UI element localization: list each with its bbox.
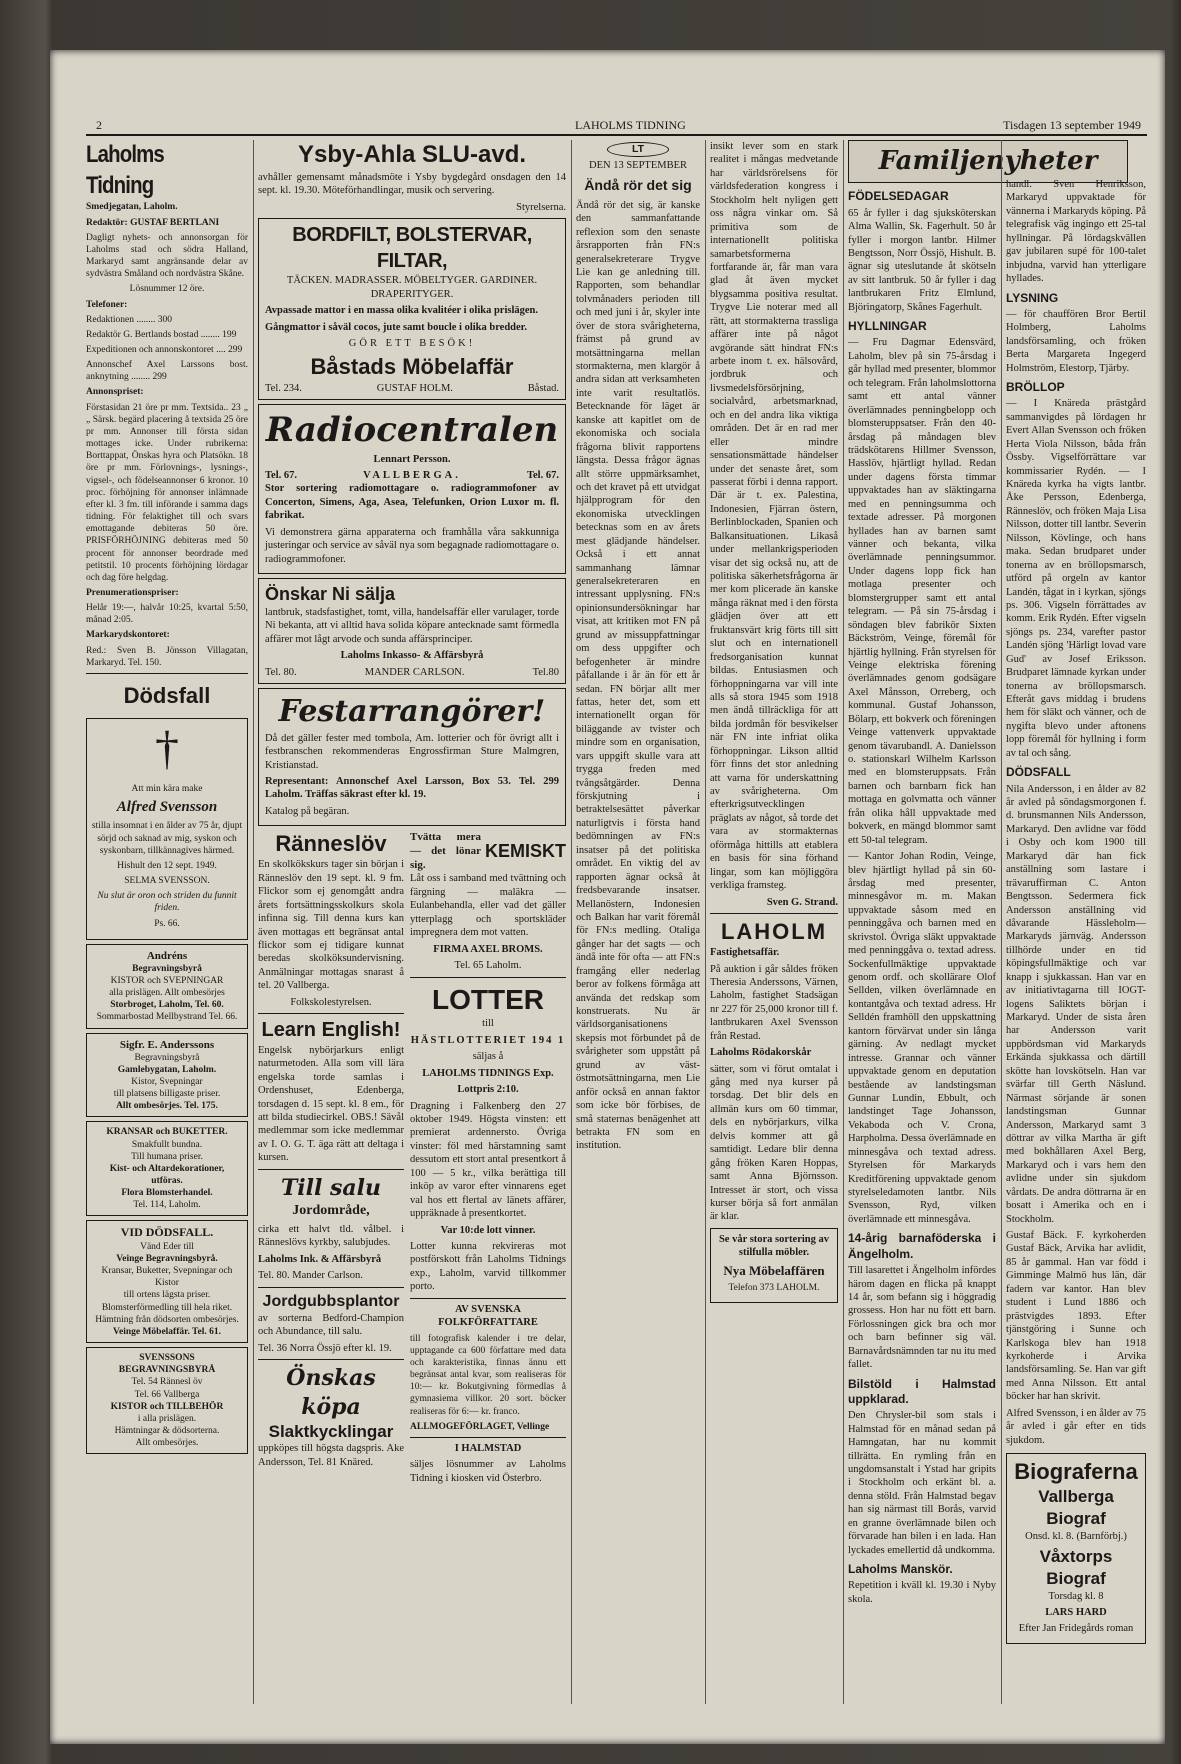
page-header — [50, 118, 1165, 134]
family-text: handl. Sven Henriksson, Markaryd uppvaktade för vännerna i Markaryds köping. På telegrafisk väg ingingo ett 25-tal hyllningar. På lördagskvällen gav jubilaren supé för 100-talet inbjudna, varvid han ytterligare hyllades. — [1006, 179, 1146, 285]
column-rule — [1001, 140, 1002, 1704]
learn-title: Learn English! — [261, 1019, 401, 1042]
bordfilt-name: Båstads Möbelaffär — [310, 354, 514, 380]
ad-line: KRANSAR och BUKETTER. — [106, 1127, 228, 1138]
ysby-sign: Styrelserna. — [516, 201, 566, 213]
obituary-name: Alfred Svensson — [116, 799, 218, 816]
editorial-text: Ändå rör det sig, är kanske den sammanfattande reflexion som den senaste årsrapporten från FN:s generalsekreterare Trygve Lie kan ge anledning till. Rapporten, som behandlar tolvmånaders perioden till och med juni i år, skyler inte över de stora svårigheterna, främst på grund av motsättningarna mellan stormakterna, men klargör å andra sidan att verksamheten inte varit resultatlös. Betecknande för läget är kanske att kapitlet om de ekonomiska och sociala frågorna blivit rapportens längsta. Dessa frågor ägnas allt större uppmärksamhet, och det kravet på ett utvidgat hjälpprogram för den ekonomiska utvecklingen betecknas som en av årets mest glädjande händelser. Också i ett annat sammanhang lämnar generalsekreteraren en intressant upplysning. FN:s opinionsundersökningar har visat, att kritiken mot FN på grund av missuppfattningar om dess uppgifter och befogenheter är mindre påfallande i år än för ett år sedan. FN börjar allt mer fattas, heter det, som ett internationellt organ för biläggande av tvister och mindre som en organisation, vars uppgift skulle vara att trygga freden med tvångsåtgärder. Denna förskjutning i betraktelsesättet påverkar naturligtvis i första hand bedömningen av FN:s insatser på det politiska området. En viktig del av rapporten ägnar också åt fredsbevarande insatser. Mellanöstern, Indonesien och Balkan har varit föremål för FN:s medling. Otaliga gånger har det sagts — och ändå inte för ofta — att FN:s framgång eller nederlag beror av folkens förmåga att använda det redskap som konstruerats. Nu är världsorganisationens skepsis mot förbundet på de svårigheter som uppstått på grund av väst-östmotsättningarna, men Lie anför också en annan faktor som icke bör förbises, de små staternas benägenhet att betrakta FN som en institution. — [576, 199, 700, 1152]
column-rule — [571, 140, 572, 1704]
editorial-continued: insikt lever som en stark realitet i mångas medvetande har världsrörelsens för världsfederation kongress i Stockholm helt nyligen gett oss några vinkar om. Så primitiva som de internationellt politiska samarbetsformerna fortfarande är, får man vara glad åt även mycket blygsamma positiva resultat. Trygve Lie noterar med all rätt, att stormakterna trassliga affärer inte på något avgörande sätt hindrat FN:s arbete inom t. ex. hälsovård, jordbruk och livsmedelsförsörjning, socialvård, arbetsmarknad, och en del andra lika viktiga områden. Det är en rad mer eller mindre sensationsmättade händelser under det senaste året, som passerat förbi i denna rapport. Där är t. ex. Palestina, Indonesien, Fjärran östern, Berlinblockaden, Spanien och Balkansituationen. Likaså under mellankrigsperioden visar det sig också nu, att de politiska säkerhetsfrågorna är mer kom plicerade än kanske många räknat med i den första glädjen över att ett fruktansvärt krig förts till sitt slut och en internationell fredsorganisation kunnat bildas. Entusiasmen och förhoppningarna var vill inte alls så stora 1945 som 1918 men ändå tillräckliga för att bilda jordmån för besvikelser när FN inte infriat olika förhoppningar. Likson alltid förr finns det stor anledning att varna för underskattning av svårigheterna. Om efterkrigsutvecklingen präglats av något, så torde det vara av stormakternas oförmåga hittills att etablera en basis för sina förhand lingar, som kan möjliggöra verkliga framsteg. — [710, 141, 838, 892]
lower-ads-left — [258, 830, 404, 1488]
sell-ad — [258, 578, 566, 684]
phone-line: Annonschef Axel Larssons bost. anknytning ........ 299 — [86, 360, 248, 383]
kemiskt-title: KEMISKT — [485, 840, 566, 861]
ad-line: Allt ombesörjes. — [135, 1438, 199, 1449]
ad-line: Kistor, Svepningar — [131, 1076, 203, 1087]
column-rule — [843, 140, 844, 1704]
cinema-film: LARS HARD — [1045, 1607, 1107, 1619]
ads-title: Annonspriset: — [86, 387, 144, 398]
car-theft-title: Bilstöld i Halmstad uppklarad. — [848, 1376, 996, 1406]
masthead-address: Smedjegatan, Laholm. — [86, 202, 178, 213]
divider — [86, 673, 248, 674]
sell-manager: MANDER CARLSON. — [364, 666, 465, 678]
banns-title: LYSNING — [1006, 290, 1059, 305]
ad-line: Begravningsbyrå — [134, 1052, 200, 1063]
ad-line: Storbroget, Laholm, Tel. 60. — [110, 1000, 224, 1011]
bordfilt-text-2: Gångmattor i såväl cocos, jute samt boucle i olika bredder. — [265, 321, 528, 333]
flower-ad-flora — [86, 1121, 248, 1216]
tillsalu-name: Laholms Ink. & Affärsbyrå — [258, 1253, 382, 1265]
editorial-logo: LT — [607, 142, 669, 157]
mobel-ad-text: Se vår stora sortering av stilfulla möbler. — [718, 1233, 830, 1259]
childbirth-title: 14-årig barnaföderska i Ängelholm. — [848, 1231, 996, 1261]
column-rule — [253, 140, 254, 1704]
radio-text-2: Vi demonstrera gärna apparaterna och framhålla våra sakkunniga justeringar och service av såväl nya som begagnade radiomottagare o. radiogrammofoner. — [265, 526, 559, 565]
birthdays-title: FÖDELSEDAGAR — [848, 189, 949, 204]
laholm-title: LAHOLM — [720, 918, 828, 944]
bordfilt-items: TÄCKEN. MADRASSER. MÖBELTYGER. GARDINER. DRAPERITYGER. — [286, 275, 538, 300]
tillsalu-footer: Tel. 80. Mander Carlson. — [258, 1270, 363, 1282]
header-rule — [86, 134, 1147, 136]
tvatta-header — [410, 830, 566, 872]
sell-text: lantbruk, stadsfastighet, tomt, villa, handelsaffär eller varulager, torde Ni bekanta, att vi alltid hava solida köpare antecknade samt förmedla affärer mot lågt arvode och sunda affärsprinciper. — [265, 607, 559, 645]
funeral-ad-andersson — [86, 1033, 248, 1118]
divider — [710, 913, 838, 914]
cinema-film-sub: Efter Jan Fridegårds roman — [1018, 1623, 1134, 1635]
funeral-ad-andren — [86, 944, 248, 1029]
ad-line: Veinge Möbelaffär. Tel. 61. — [112, 1326, 222, 1337]
masthead-price: Lösnummer 12 öre. — [129, 284, 205, 295]
jord-tel: Tel. 36 Norra Össjö efter kl. 19. — [258, 1342, 392, 1354]
lotter-where: LAHOLMS TIDNINGS Exp. — [422, 1067, 554, 1079]
ad-line: Kransar, Buketter, Svepningar och Kistor — [101, 1266, 233, 1289]
tributes-text-2: — Kantor Johan Rodin, Veinge, blev hjärtligt hyllad på sin 60-årsdag med presenter, minnesgåvor m. m. Makan uppvaktade såsom med en penninggåva och barnen med en skrivstol. Övriga släkt uppvaktade med penninggåva o. textad adress. Sockenfullmäktige uppvaktade genom ordf. och skollärare Olof Sellden, vilken överlämnade en kontantgåva och textad adress. Hr Selldén framhöll den uppskattning kantorn förvärvat under sin långa gärning. Av nedlagt mycket intresse. Grannar och vänner uppvaktade genom en deputation bestående av landstingsman Gunnar Lundin, Ebbult, och landstinget Tage Johansson, Vekaboda och V. Crona, Harpholma. Dessa överlämnade en minnesgåva och textad adress. Styrelsen för Markaryds Kreditförening uppvaktade genom styrelseledamoten lantbr. Nils Svensson, Ryd, vilken överlämnade ett minnesgåva. — [848, 851, 996, 1225]
lotter-ad: Lotter kunna rekvireras mot postförskott från Laholms Tidnings exp., Laholm, varvid tillkommer porto. — [410, 1240, 566, 1293]
halmstad-text: säljes lösnummer av Laholms Tidning i kiosken vid Österbro. — [410, 1459, 566, 1484]
lotter-price: Lottpris 2:10. — [457, 1084, 519, 1096]
family-news-banner: Familjenyheter — [848, 140, 1128, 183]
radio-town: VALLBERGA. — [363, 469, 461, 481]
ad-line: Smakfullt bundna. — [131, 1139, 203, 1150]
tvatta-title: Tvätta mera — det lönar sig. — [410, 831, 481, 872]
ad-line: Flora Blomsterhandel. — [121, 1188, 213, 1199]
obituary-box — [86, 718, 248, 940]
tributes-text: — Fru Dagmar Edensvärd, Laholm, blev på sin 75-årsdag i går hyllad med presenter, blommor och telegram. Från laholmslottorna samt ett antal vänner överlämnades penningbelopp och blomsteruppsatser. Från den 40-årsdag på måndagen blev trädskötarens Hillmer Svensson, Hasslöv, hjärtligt hyllad. Redan under dagens första timmar uppvaktades han av släktingarna med en penningsumma och textade adresser. På morgonen hyllades han av barnen samt vänner och bekanta, vilka överlämnade penningsummor. Under dagens lopp fick han motlaga presenter och blomstergrupper samt ett antal telegram. — På sin 75-årsdag i söndagen blev fabrikör Sixten Bäckström, Veinge, föremål för hjärtlig hyllning. Från styrelsen för Veinge elektriska förening överlämnades genom godsägare Axel Månsson, Orreberg, och kommunal. Gustaf Johansson, Bölarp, ett bokverk och föreningen Veinge vattenverk uppvaktade genom tävarubandl. A. Danielsson o. stationskarl Wilhelm Karlsson med en blomsteruppsats. Från barnen och barnbarn fick han mottaga en golvmatta och vänner från olika håll uppvaktade med bokverk, en mängd blommor samt ett 50-tal telegram. — [848, 337, 996, 846]
ad-line: Kist- och Altardekorationer, utföras. — [109, 1163, 225, 1186]
lotter-till: till — [482, 1018, 494, 1030]
ad-line: i alla prislägen. — [137, 1413, 197, 1424]
divider — [410, 1298, 566, 1299]
obituary-text: stilla insomnat i en ålder av 75 år, djupt sörjd och saknad av mig, syskon och syskonbarn, tillkännagives härmed. — [91, 821, 243, 856]
cross-icon: † — [155, 722, 179, 776]
column-family-news-2 — [1006, 178, 1146, 1718]
ranneslov-sign: Folkskolestyrelsen. — [290, 996, 372, 1008]
ad-line: Tel. 114, Laholm. — [133, 1200, 201, 1211]
bordfilt-visit: GÖR ETT BESÖK! — [348, 337, 476, 349]
bordfilt-town: Båstad. — [527, 382, 559, 394]
ad-line: Tel. 66 Vallberga — [134, 1389, 200, 1400]
banns-text: — för chauffören Bror Bertil Holmberg, Laholms landsförsamling, och fröken Berta Margareta Ingegerd Holmström, Elestorp, Tjärby. — [1006, 308, 1146, 374]
column-ads — [258, 140, 566, 1680]
wedding-text: — I Knäreda prästgård sammanvigdes på lördagen hr Evert Allan Svensson och fröken Herta Viola Nilsson, båda från Össby. Vigselförrättare var kommissarier Rydén. — I Knäreda kyrka ha vigts lantbr. Åke Persson, Edenberga, Ränneslöv, och fröken Maja Lisa Nilsson, dotter till lantbr. Severin Nilsson, Kövlinge, och hans maka. Sedan brudparet under tonerna av en bröllopsmarsch, utförd på orgeln av kantor Landén, tågat in i kyrkan, sjöngs ps. 306. Vigseln förrättades av komm. Erik Rydén. Efter vigseln sjöngs ps. 234, varefter pastor Landén sjöng 'Härligt lovad vare Gud' av Josef Eriksson. Brudparet lämnade kyrkan under tonerna av bröllopsmarsch. Efteråt gavs middag i brudens hem för släkt och vänner, och de nygifta blevo under aftonens lopp föremål för hyllning i form av tal och sång. — [1006, 398, 1146, 759]
ad-line: SVENSSONS BEGRAVNINGSBYRÅ — [118, 1353, 216, 1376]
obituary-lead: Att min kära make — [131, 784, 203, 795]
cinema-vallberga: Vallberga Biograf — [1038, 1487, 1114, 1528]
obituary-widow: SELMA SVENSSON. — [124, 876, 210, 887]
fest-title: Festarrangörer! — [278, 694, 546, 730]
halmstad-title: I HALMSTAD — [454, 1442, 522, 1454]
jord-title: Jordgubbsplantor — [262, 1292, 400, 1310]
ranneslov-text: En skolkökskurs tager sin början i Ränneslöv den 19 sept. kl. 9 fm. Flickor som ej genomgått andra årets fortsättningsskolkurs skola infinna sig. Till denna kurs kan även mottagas ett begränsat antal flickor som ej tidigare kunnat beredas skolköksundervisning. Anmälningar mottagas snarast å tel. 20 Vallberga. — [258, 859, 404, 992]
car-theft-text: Den Chrysler-bil som stals i Halmstad för en månad sedan på Hamngatan, har nu kommit tillrätta. En rymling från en ungdomsanstalt i Ystad har gripits i Stockholm och erkänt bl. a. denna stöld. Från Halmstad begav han sig närmast till Borås, varvid en granne överlämnade bilen och förvarade han bilen i en lada. Han lyckades emellertid då undkomma. — [848, 1410, 996, 1556]
radio-phone-row — [265, 469, 559, 482]
column-masthead — [86, 140, 248, 1680]
sell-footer — [265, 666, 559, 679]
ad-line: till platsens billigaste priser. — [113, 1089, 221, 1100]
ad-line: VID DÖDSFALL. — [120, 1225, 214, 1240]
deaths-text-3: Alfred Svensson, i en ålder av 75 år avled i går efter en tids sjukdom. — [1006, 1407, 1146, 1446]
mobel-footer: Telefon 373 LAHOLM. — [728, 1283, 820, 1294]
markaryd-text: Red.: Sven B. Jönsson Villagatan, Markaryd. Tel. 150. — [86, 645, 248, 668]
bordfilt-ad — [258, 218, 566, 400]
deaths-title: DÖDSFALL — [1006, 765, 1071, 780]
tvatta-name: FIRMA AXEL BROMS. — [433, 943, 543, 955]
laholm-sub: Fastighetsaffär. — [710, 947, 780, 959]
ysby-text: avhåller gemensamt månadsmöte i Ysby bygdegård onsdagen den 14 sept. kl. 19.30. Möteförhandlingar, musik och servering. — [258, 171, 566, 197]
ad-line: Hämtning från dödsorten ombesörjes. — [95, 1314, 239, 1325]
wedding-title: BRÖLLOP — [1006, 380, 1065, 395]
ysby-title: Ysby-Ahla SLU-avd. — [297, 141, 527, 168]
cinema-title: Biograferna — [1014, 1459, 1138, 1485]
markaryd-title: Markarydskontoret: — [86, 630, 170, 641]
ad-line: KISTOR och SVEPNINGAR — [110, 975, 224, 986]
lotter-sign: Var 10:de lott vinner. — [440, 1224, 536, 1236]
cinema-vaxtorp-sub: Torsdag kl. 8 — [1048, 1590, 1104, 1602]
lower-ads-right — [410, 830, 566, 1488]
tributes-title: HYLLNINGAR — [848, 319, 927, 334]
learn-text: Engelsk nybörjarkurs enligt naturmetoden. Alla som vill lära engelska torde samlas i Ordenshuset, Edenberga, torsdagen d. 15 sept. kl. 8 em., för att bilda studiecirkel. OBS.! Sävål medlemmar som icke medlemmar av I. O. G. T. äga rätt att deltaga i kursen. — [258, 1044, 404, 1164]
editorial-date: DEN 13 SEPTEMBER — [588, 160, 687, 172]
deaths-text-2: Gustaf Bäck. F. kyrkoherden Gustaf Bäck, Arvika har avlidit, 85 år gammal. Han var född i Gimminge Malmö hus län, där fadern var kantor. Han blev student i Lund 1886 och prästvigdes 1893. Efter tjänstgöring i Sunne och Karlskoga blev han 1918 kyrkoherde i Arvika landsförsamling. Se. Han var gift med Anna Nilsson. Ett antal böcker har han skrivit. — [1006, 1230, 1146, 1403]
masthead-publication: Dagligt nyhets- och annonsorgan för Laholms stad och södra Halland, Markaryd samt angränsande delar av sydvästra Småland och nordvästra Skåne. — [86, 232, 248, 280]
lotter-name: HÄSTLOTTERIET 194 1 — [410, 1034, 566, 1046]
mobel-ad — [710, 1228, 838, 1303]
bordfilt-title: BORDFILT, BOLSTERVAR, FILTAR, — [292, 224, 532, 272]
ad-line: Till humana priser. — [131, 1151, 203, 1162]
deaths-text: Nila Andersson, i en ålder av 82 år avled på söndagsmorgonen f. d. brunsmannen Nils Andersson, Markaryd. Den avlidne var född i Osby och kom 1900 till Markaryd där han fick anställning som lastare i trävaruffirman C. Anton Bengtsson. Sedermera fick Andersson anställning vid dåvarande Hässleholm—Markaryds järnväg. Andersson tillhörde under en tid köpingsfullmäktige och var knapp i sjukkassan. Han var en av initiativtagarna till IOGT-logens Saliktets början i Markaryd. Under de sista åren har Andersson varit uppbördsman vid Markaryds Erkända sjukkassa och därtill skötte han lovskötseln. Han var svärfar till Gerth Näslund. Närmast sörjande är sonen landstingsman Gunnar Andersson, Markaryd samt 3 döttrar av vilka Martha är gift med bokhållaren Axel Berg, Markaryd och i vars hem den avlidne under sin sjukdom vårdats. De andra döttrarna är en bosatt i Amerika och en i Stockholm. — [1006, 783, 1146, 1225]
birthdays-text: 65 år fyller i dag sjuksköterskan Alma Wallin, Sk. Fagerhult. 50 år fyller i morgon lantbr. Hilmer Bengtsson, Norr Össjö, Hishult. B. ägnar sig uteslutande åt skötseln av sitt lantbruk. 50 år fyller i dag lantbrukaren Fritz Elmlund, Björingatorp, Skånes Fagerhult. — [848, 207, 996, 313]
column-rule — [705, 140, 706, 1704]
column-news — [710, 140, 838, 1680]
sell-tel: Tel.80 — [532, 666, 559, 678]
bordfilt-text: Avpassade mattor i en massa olika kvalitéer i olika prislägen. — [265, 305, 539, 317]
tillsalu-title: Till salu — [280, 1174, 382, 1201]
bordfilt-footer — [265, 382, 559, 395]
phone-line: Redaktionen ........ 300 — [86, 314, 173, 325]
slakt-text: uppköpes till högsta dagspris. Ake Andersson, Tel. 81 Knäred. — [258, 1443, 404, 1468]
laholm-text: På auktion i går såldes fröken Theresia Anderssons, Värnen, Laholm, fastighet Stadsägan nr 227 för 25,000 kronor till f. lantbrukaren Axel Svensson från Restad. — [710, 963, 838, 1042]
phones-title: Telefoner: — [86, 299, 128, 310]
editorial-signature: Sven G. Strand. — [766, 896, 838, 908]
tvatta-text: Låt oss i samband med tvättning och färgning — maläkra — Eulanbehandla, eller vad det gäller ytterplagg och sportskläder impregnera dem mot vatten. — [410, 873, 566, 939]
fest-rep: Representant: Annonschef Axel Larsson, Box 53. Tel. 299 Laholm. Träffas säkrast efter kl. 19. — [265, 775, 559, 801]
ad-line: alla prislägen. Allt ombesörjes — [109, 988, 225, 999]
ad-line: Hämtningar & dödsorterna. — [114, 1426, 220, 1437]
choir-text: Repetition i kväll kl. 19.30 i Nyby skola. — [848, 1580, 996, 1605]
obituary-psalm: Ps. 66. — [154, 918, 180, 929]
ad-line: till ortens lägsta priser. — [123, 1290, 211, 1301]
ranneslov-title: Ränneslöv — [275, 831, 387, 857]
tvatta-tel: Tel. 65 Laholm. — [454, 960, 522, 972]
funeral-ad-svensson — [86, 1347, 248, 1454]
ad-line: Sigfr. E. Anderssons — [119, 1038, 215, 1051]
fest-ad — [258, 688, 566, 826]
radio-owner: Lennart Persson. — [373, 453, 451, 465]
bordfilt-owner: GUSTAF HOLM. — [376, 382, 453, 394]
paper-name: LAHOLMS TIDNING — [575, 118, 686, 132]
divider — [258, 1169, 404, 1170]
ad-line: Vänd Eder till — [140, 1241, 194, 1252]
ad-line: Blomsterförmedling till hela riket. — [101, 1302, 233, 1313]
obituary-verse: Nu slut är oron och striden du funnit friden. — [97, 891, 237, 914]
subs-title: Prenumerationspriser: — [86, 587, 179, 598]
ad-line: Tel. 54 Rännesl öv — [131, 1377, 203, 1388]
cinema-ad — [1006, 1453, 1146, 1644]
fest-text: Då det gäller fester med tombola, Am. lotterier och för övrigt allt i festbranschen rekommenderas Engrossfirman Sture Malmgren, Kristianstad. — [265, 732, 559, 771]
obituary-place: Hishult den 12 sept. 1949. — [117, 860, 217, 871]
childbirth-text: Till lasarettet i Ängelholm infördes härom dagen en flicka på knappt 14 år, som befann sig i höggradig grossess. Hon har nu fött ett barn. Förlossningen gick bra och mor och barn befinner sig väl. Barnavårdsnämnden tar nu itu med fallet. — [848, 1265, 996, 1371]
radio-text: Stor sortering radiomottagare o. radiogrammofoner av Concerton, Simens, Aga, Asea, Telefunken, Orion Luxor m. fl. fabrikat. — [265, 483, 559, 522]
onskas-title: Önskas köpa — [286, 1365, 376, 1420]
divider — [410, 1437, 566, 1438]
jord-text: av sorterna Bedford-Champion och Abundance, till salu. — [258, 1313, 404, 1338]
bordfilt-tel: Tel. 234. — [265, 382, 302, 394]
deaths-heading: Dödsfall — [123, 682, 211, 708]
ad-line: Veinge Begravningsbyrå. — [116, 1253, 218, 1264]
radio-tel: Tel. 67. — [526, 469, 559, 481]
rodakorset-title: Laholms Rödakorskår — [710, 1047, 812, 1059]
ad-line: Allt ombesörjes. Tel. 175. — [116, 1101, 218, 1112]
ad-line: Sommarbostad Mellbystrand Tel. 66. — [96, 1012, 238, 1023]
rodakorset-text: sätter, som vi förut omtalat i gång med nya kurser på torsdag. Det blir dels en allmän kurs om 60 timmar, dels en nybörjarkurs, vilka delvis kommer att gå samtidigt. Ledare blir denna gång fröken Karen Hoppas, samt Anna Björnsson. Intresset är stort, och vissa kurser börja så fort anmälan är klar. — [710, 1063, 838, 1223]
masthead-title: Laholms Tidning — [86, 141, 164, 199]
ad-line: Gamlebygatan, Laholm. — [117, 1064, 217, 1075]
sell-name: Laholms Inkasso- & Affärsbyrå — [340, 650, 484, 662]
radio-ad — [258, 404, 566, 574]
divider — [258, 1013, 404, 1014]
ad-line: KISTOR och TILLBEHÖR — [110, 1401, 224, 1412]
phone-line: Redaktör G. Bertlands bostad ........ 199 — [86, 329, 237, 340]
ad-line: Begravningsbyrå — [132, 963, 202, 974]
choir-title: Laholms Manskör. — [848, 1562, 953, 1577]
forf-publisher: ALLMOGEFÖRLAGET, Vellinge — [410, 1421, 550, 1432]
lotter-text: Dragning i Falkenberg den 27 oktober 1949. Högsta vinsten: ett premierat ardennersto. Övriga vinster: föl med härstamning samt dessutom ett stort antal presentkort å 100 — 5 kr., vilka berättiga till inköp av varor efter vinnarens eget val hos ett flertal av länets affärer, uppräknade å presentkortet. — [410, 1100, 566, 1220]
phone-line: Expeditionen och annonskontoret .... 299 — [86, 345, 243, 355]
masthead-editor: Redaktör: GUSTAF BERTLANI — [86, 217, 220, 228]
tillsalu-sub: Jordområde, — [292, 1202, 370, 1218]
funeral-ad-veinge — [86, 1220, 248, 1343]
ads-text: Förstasidan 21 öre pr mm. Textsida.. 23 „ „ Särsk. begärd placering å textsida 25 öre pr mm. Annonser till första sidan mottages icke. Under rubrikerna: Borttappat, Önskas hyra och Platsökn. 18 öre pr mm. Förlovnings-, lysnings-, vigsel-, och födelseannonser 6 kronor. 10 proc. förhöjning för annonser inlämnade efter kl. 3 fm. till införande i samma dags tidning. För felaktighet till och svars emottagande debiteras 50 öre. PRISFÖRHÖJNING debiteras med 50 procent för annonser beordrade med petitstil. 10 procents förhöjning lördagar och dag före helgdag. — [86, 402, 248, 583]
issue-date: Tisdagen 13 september 1949 — [1003, 118, 1141, 132]
subs-text: Helår 19:—, halvår 10:25, kvartal 5:50, månad 2:05. — [86, 603, 248, 626]
sell-title: Önskar Ni sälja — [265, 584, 396, 605]
divider — [410, 977, 566, 978]
radio-title: Radiocentralen — [265, 410, 559, 450]
lower-ads-row — [258, 830, 566, 1488]
sell-tel: Tel. 80. — [265, 666, 297, 678]
divider — [258, 1359, 404, 1360]
lotter-title: LOTTER — [432, 983, 544, 1015]
newspaper-page — [50, 50, 1165, 1744]
fest-catalog: Katalog på begäran. — [265, 805, 350, 817]
mobel-name: Nya Möbelaffären — [723, 1262, 825, 1278]
divider — [258, 1287, 404, 1288]
forf-text: till fotografisk kalender i tre delar, upptagande ca 600 författare med data och karakteristika, finnas ännu ett begränsat antal kvar, som realiseras för 10:— kr. Bokutgivning förmedlas å gymnasiema villkor. 20 sort. böcker realiseras för 6:— kr. franco. — [410, 1333, 566, 1417]
forf-title: AV SVENSKA FOLKFÖRFATTARE — [438, 1303, 538, 1329]
ad-line: Andréns — [146, 949, 188, 962]
lotter-sal: säljas å — [472, 1051, 504, 1063]
radio-tel: Tel. 67. — [265, 469, 297, 481]
editorial-heading: Ändå rör det sig — [584, 176, 692, 193]
cinema-vallberga-sub: Onsd. kl. 8. (Barnförbj.) — [1025, 1530, 1127, 1542]
slakt-title: Slaktkycklingar — [268, 1421, 394, 1441]
page-number: 2 — [96, 118, 102, 132]
cinema-vaxtorp: Våxtorps Biograf — [1039, 1547, 1113, 1588]
column-editorial — [576, 140, 700, 1680]
tillsalu-text: cirka ett halvt tld. vålbel. i Ränneslövs kyrkby, salubjudes. — [258, 1223, 404, 1249]
